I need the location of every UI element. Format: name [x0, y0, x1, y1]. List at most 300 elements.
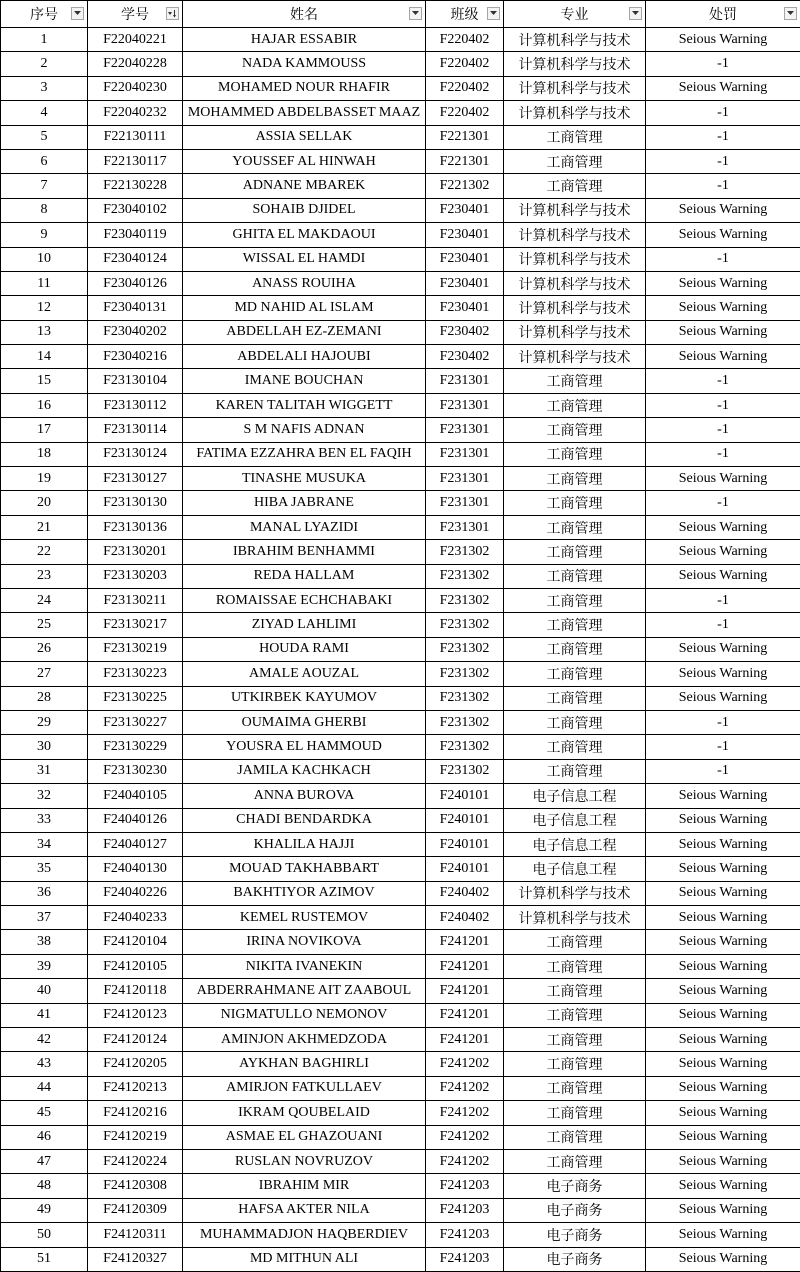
cell-penalty[interactable]: Seious Warning	[646, 467, 800, 491]
cell-class[interactable]: F221301	[426, 125, 504, 149]
cell-student-id[interactable]: F24040226	[88, 881, 183, 905]
cell-penalty[interactable]: Seious Warning	[646, 1003, 800, 1027]
cell-student-name[interactable]: WISSAL EL HAMDI	[183, 247, 426, 271]
cell-student-name[interactable]: HAJAR ESSABIR	[183, 28, 426, 52]
cell-penalty[interactable]: Seious Warning	[646, 76, 800, 100]
cell-student-id[interactable]: F24120118	[88, 979, 183, 1003]
cell-student-id[interactable]: F22040230	[88, 76, 183, 100]
cell-student-name[interactable]: NIKITA IVANEKIN	[183, 954, 426, 978]
cell-major[interactable]: 工商管理	[504, 1052, 646, 1076]
cell-penalty[interactable]: Seious Warning	[646, 28, 800, 52]
cell-penalty[interactable]: -1	[646, 369, 800, 393]
cell-student-name[interactable]: MOHAMED NOUR RHAFIR	[183, 76, 426, 100]
cell-class[interactable]: F241201	[426, 979, 504, 1003]
cell-major[interactable]: 工商管理	[504, 1149, 646, 1173]
cell-student-id[interactable]: F23130219	[88, 637, 183, 661]
cell-student-name[interactable]: MANAL LYAZIDI	[183, 515, 426, 539]
cell-seq-no[interactable]: 20	[1, 491, 88, 515]
cell-seq-no[interactable]: 18	[1, 442, 88, 466]
cell-student-name[interactable]: ANNA BUROVA	[183, 784, 426, 808]
cell-class[interactable]: F231301	[426, 393, 504, 417]
cell-student-id[interactable]: F24040127	[88, 832, 183, 856]
cell-penalty[interactable]: Seious Warning	[646, 954, 800, 978]
cell-student-name[interactable]: ROMAISSAE ECHCHABAKI	[183, 588, 426, 612]
cell-class[interactable]: F231302	[426, 735, 504, 759]
cell-seq-no[interactable]: 13	[1, 320, 88, 344]
cell-class[interactable]: F230401	[426, 296, 504, 320]
cell-major[interactable]: 计算机科学与技术	[504, 52, 646, 76]
cell-student-name[interactable]: RUSLAN NOVRUZOV	[183, 1149, 426, 1173]
cell-class[interactable]: F230401	[426, 198, 504, 222]
cell-student-id[interactable]: F23130225	[88, 686, 183, 710]
cell-major[interactable]: 计算机科学与技术	[504, 320, 646, 344]
cell-class[interactable]: F241202	[426, 1125, 504, 1149]
cell-seq-no[interactable]: 30	[1, 735, 88, 759]
cell-penalty[interactable]: -1	[646, 735, 800, 759]
cell-seq-no[interactable]: 39	[1, 954, 88, 978]
cell-seq-no[interactable]: 24	[1, 588, 88, 612]
cell-penalty[interactable]: Seious Warning	[646, 637, 800, 661]
cell-student-name[interactable]: NIGMATULLO NEMONOV	[183, 1003, 426, 1027]
cell-student-id[interactable]: F24040105	[88, 784, 183, 808]
cell-student-id[interactable]: F23130124	[88, 442, 183, 466]
cell-major[interactable]: 工商管理	[504, 369, 646, 393]
cell-student-id[interactable]: F24120309	[88, 1198, 183, 1222]
cell-student-id[interactable]: F23130229	[88, 735, 183, 759]
cell-major[interactable]: 工商管理	[504, 540, 646, 564]
cell-penalty[interactable]: Seious Warning	[646, 906, 800, 930]
cell-student-name[interactable]: KHALILA HAJJI	[183, 832, 426, 856]
cell-seq-no[interactable]: 10	[1, 247, 88, 271]
cell-major[interactable]: 计算机科学与技术	[504, 198, 646, 222]
cell-penalty[interactable]: -1	[646, 588, 800, 612]
cell-student-id[interactable]: F23040124	[88, 247, 183, 271]
cell-seq-no[interactable]: 36	[1, 881, 88, 905]
cell-class[interactable]: F240101	[426, 808, 504, 832]
filter-dropdown-icon[interactable]	[409, 7, 422, 20]
sort-filter-icon[interactable]	[166, 7, 179, 20]
cell-class[interactable]: F231301	[426, 515, 504, 539]
cell-penalty[interactable]: Seious Warning	[646, 540, 800, 564]
cell-penalty[interactable]: Seious Warning	[646, 320, 800, 344]
cell-class[interactable]: F230401	[426, 223, 504, 247]
cell-class[interactable]: F220402	[426, 28, 504, 52]
cell-student-name[interactable]: MD NAHID AL ISLAM	[183, 296, 426, 320]
cell-penalty[interactable]: -1	[646, 613, 800, 637]
cell-student-name[interactable]: HIBA JABRANE	[183, 491, 426, 515]
cell-major[interactable]: 工商管理	[504, 1076, 646, 1100]
cell-student-name[interactable]: HAFSA AKTER NILA	[183, 1198, 426, 1222]
cell-penalty[interactable]: Seious Warning	[646, 662, 800, 686]
cell-student-id[interactable]: F24040233	[88, 906, 183, 930]
column-header-student-name[interactable]	[183, 1, 426, 28]
cell-seq-no[interactable]: 45	[1, 1101, 88, 1125]
cell-student-id[interactable]: F23130217	[88, 613, 183, 637]
cell-class[interactable]: F240101	[426, 784, 504, 808]
cell-seq-no[interactable]: 32	[1, 784, 88, 808]
cell-penalty[interactable]: -1	[646, 759, 800, 783]
cell-seq-no[interactable]: 5	[1, 125, 88, 149]
cell-major[interactable]: 工商管理	[504, 1101, 646, 1125]
cell-class[interactable]: F241202	[426, 1076, 504, 1100]
cell-penalty[interactable]: Seious Warning	[646, 1247, 800, 1271]
cell-class[interactable]: F221301	[426, 149, 504, 173]
cell-class[interactable]: F231302	[426, 662, 504, 686]
cell-penalty[interactable]: Seious Warning	[646, 808, 800, 832]
cell-class[interactable]: F231302	[426, 540, 504, 564]
cell-major[interactable]: 工商管理	[504, 662, 646, 686]
cell-seq-no[interactable]: 3	[1, 76, 88, 100]
cell-student-name[interactable]: IBRAHIM BENHAMMI	[183, 540, 426, 564]
cell-major[interactable]: 工商管理	[504, 1028, 646, 1052]
cell-student-name[interactable]: FATIMA EZZAHRA BEN EL FAQIH	[183, 442, 426, 466]
cell-class[interactable]: F231302	[426, 759, 504, 783]
cell-student-name[interactable]: MOHAMMED ABDELBASSET MAAZ	[183, 101, 426, 125]
cell-student-name[interactable]: SOHAIB DJIDEL	[183, 198, 426, 222]
cell-student-name[interactable]: IKRAM QOUBELAID	[183, 1101, 426, 1125]
cell-student-id[interactable]: F24120327	[88, 1247, 183, 1271]
cell-seq-no[interactable]: 37	[1, 906, 88, 930]
cell-seq-no[interactable]: 1	[1, 28, 88, 52]
cell-penalty[interactable]: Seious Warning	[646, 930, 800, 954]
cell-seq-no[interactable]: 26	[1, 637, 88, 661]
cell-seq-no[interactable]: 40	[1, 979, 88, 1003]
cell-class[interactable]: F230401	[426, 271, 504, 295]
cell-major[interactable]: 工商管理	[504, 491, 646, 515]
filter-dropdown-icon[interactable]	[784, 7, 797, 20]
cell-student-name[interactable]: CHADI BENDARDKA	[183, 808, 426, 832]
cell-student-id[interactable]: F22040232	[88, 101, 183, 125]
cell-student-name[interactable]: ANASS ROUIHA	[183, 271, 426, 295]
cell-student-name[interactable]: ABDELALI HAJOUBI	[183, 345, 426, 369]
cell-seq-no[interactable]: 22	[1, 540, 88, 564]
cell-student-name[interactable]: AMALE AOUZAL	[183, 662, 426, 686]
cell-class[interactable]: F240101	[426, 832, 504, 856]
cell-major[interactable]: 工商管理	[504, 1125, 646, 1149]
cell-student-name[interactable]: HOUDA RAMI	[183, 637, 426, 661]
cell-class[interactable]: F231302	[426, 686, 504, 710]
cell-penalty[interactable]: Seious Warning	[646, 1028, 800, 1052]
cell-class[interactable]: F231302	[426, 710, 504, 734]
cell-student-name[interactable]: OUMAIMA GHERBI	[183, 710, 426, 734]
cell-major[interactable]: 工商管理	[504, 174, 646, 198]
cell-penalty[interactable]: Seious Warning	[646, 296, 800, 320]
cell-class[interactable]: F220402	[426, 76, 504, 100]
cell-major[interactable]: 电子商务	[504, 1247, 646, 1271]
cell-class[interactable]: F241203	[426, 1247, 504, 1271]
cell-class[interactable]: F231302	[426, 613, 504, 637]
cell-seq-no[interactable]: 15	[1, 369, 88, 393]
cell-student-id[interactable]: F24120105	[88, 954, 183, 978]
cell-student-name[interactable]: UTKIRBEK KAYUMOV	[183, 686, 426, 710]
cell-seq-no[interactable]: 8	[1, 198, 88, 222]
cell-penalty[interactable]: Seious Warning	[646, 857, 800, 881]
cell-major[interactable]: 工商管理	[504, 930, 646, 954]
cell-student-id[interactable]: F24120216	[88, 1101, 183, 1125]
cell-student-name[interactable]: ZIYAD LAHLIMI	[183, 613, 426, 637]
cell-penalty[interactable]: -1	[646, 418, 800, 442]
cell-penalty[interactable]: -1	[646, 125, 800, 149]
cell-major[interactable]: 电子信息工程	[504, 832, 646, 856]
cell-major[interactable]: 工商管理	[504, 954, 646, 978]
cell-student-name[interactable]: ADNANE MBAREK	[183, 174, 426, 198]
cell-major[interactable]: 计算机科学与技术	[504, 881, 646, 905]
cell-student-name[interactable]: JAMILA KACHKACH	[183, 759, 426, 783]
cell-student-name[interactable]: NADA KAMMOUSS	[183, 52, 426, 76]
cell-major[interactable]: 工商管理	[504, 735, 646, 759]
cell-seq-no[interactable]: 49	[1, 1198, 88, 1222]
cell-penalty[interactable]: Seious Warning	[646, 345, 800, 369]
cell-class[interactable]: F231301	[426, 442, 504, 466]
cell-seq-no[interactable]: 47	[1, 1149, 88, 1173]
cell-penalty[interactable]: Seious Warning	[646, 979, 800, 1003]
cell-seq-no[interactable]: 31	[1, 759, 88, 783]
cell-student-id[interactable]: F23130136	[88, 515, 183, 539]
cell-student-name[interactable]: IBRAHIM MIR	[183, 1174, 426, 1198]
cell-student-name[interactable]: ASSIA SELLAK	[183, 125, 426, 149]
column-header-penalty[interactable]	[646, 1, 800, 28]
cell-class[interactable]: F220402	[426, 101, 504, 125]
cell-student-id[interactable]: F22040228	[88, 52, 183, 76]
cell-major[interactable]: 工商管理	[504, 564, 646, 588]
cell-penalty[interactable]: -1	[646, 52, 800, 76]
cell-student-id[interactable]: F24120123	[88, 1003, 183, 1027]
cell-penalty[interactable]: -1	[646, 710, 800, 734]
cell-student-name[interactable]: AYKHAN BAGHIRLI	[183, 1052, 426, 1076]
cell-seq-no[interactable]: 2	[1, 52, 88, 76]
cell-major[interactable]: 计算机科学与技术	[504, 247, 646, 271]
cell-class[interactable]: F241203	[426, 1223, 504, 1247]
cell-seq-no[interactable]: 6	[1, 149, 88, 173]
cell-student-id[interactable]: F23040131	[88, 296, 183, 320]
cell-seq-no[interactable]: 7	[1, 174, 88, 198]
cell-student-id[interactable]: F24120124	[88, 1028, 183, 1052]
cell-student-id[interactable]: F22130117	[88, 149, 183, 173]
cell-major[interactable]: 工商管理	[504, 613, 646, 637]
cell-student-name[interactable]: MOUAD TAKHABBART	[183, 857, 426, 881]
cell-penalty[interactable]: Seious Warning	[646, 515, 800, 539]
cell-penalty[interactable]: Seious Warning	[646, 271, 800, 295]
cell-student-id[interactable]: F24120205	[88, 1052, 183, 1076]
cell-seq-no[interactable]: 35	[1, 857, 88, 881]
cell-class[interactable]: F231302	[426, 637, 504, 661]
cell-class[interactable]: F240101	[426, 857, 504, 881]
cell-seq-no[interactable]: 44	[1, 1076, 88, 1100]
cell-major[interactable]: 工商管理	[504, 588, 646, 612]
cell-class[interactable]: F230402	[426, 320, 504, 344]
cell-student-id[interactable]: F22130111	[88, 125, 183, 149]
cell-class[interactable]: F241202	[426, 1149, 504, 1173]
cell-class[interactable]: F241201	[426, 954, 504, 978]
cell-penalty[interactable]: Seious Warning	[646, 223, 800, 247]
cell-penalty[interactable]: -1	[646, 174, 800, 198]
column-header-major[interactable]	[504, 1, 646, 28]
cell-student-name[interactable]: IMANE BOUCHAN	[183, 369, 426, 393]
cell-major[interactable]: 工商管理	[504, 1003, 646, 1027]
cell-student-id[interactable]: F22040221	[88, 28, 183, 52]
cell-seq-no[interactable]: 23	[1, 564, 88, 588]
cell-seq-no[interactable]: 4	[1, 101, 88, 125]
cell-class[interactable]: F241201	[426, 1003, 504, 1027]
cell-seq-no[interactable]: 16	[1, 393, 88, 417]
cell-seq-no[interactable]: 33	[1, 808, 88, 832]
cell-seq-no[interactable]: 27	[1, 662, 88, 686]
cell-penalty[interactable]: Seious Warning	[646, 1052, 800, 1076]
cell-seq-no[interactable]: 51	[1, 1247, 88, 1271]
cell-class[interactable]: F231302	[426, 588, 504, 612]
filter-dropdown-icon[interactable]	[71, 7, 84, 20]
cell-student-name[interactable]: MD MITHUN ALI	[183, 1247, 426, 1271]
cell-major[interactable]: 计算机科学与技术	[504, 271, 646, 295]
cell-penalty[interactable]: Seious Warning	[646, 1223, 800, 1247]
cell-seq-no[interactable]: 34	[1, 832, 88, 856]
cell-student-name[interactable]: KEMEL RUSTEMOV	[183, 906, 426, 930]
cell-major[interactable]: 工商管理	[504, 686, 646, 710]
cell-major[interactable]: 计算机科学与技术	[504, 223, 646, 247]
cell-student-name[interactable]: YOUSRA EL HAMMOUD	[183, 735, 426, 759]
cell-student-id[interactable]: F23130127	[88, 467, 183, 491]
cell-major[interactable]: 电子商务	[504, 1223, 646, 1247]
cell-major[interactable]: 计算机科学与技术	[504, 296, 646, 320]
cell-seq-no[interactable]: 21	[1, 515, 88, 539]
column-header-class[interactable]	[426, 1, 504, 28]
cell-student-id[interactable]: F23040126	[88, 271, 183, 295]
cell-class[interactable]: F241202	[426, 1101, 504, 1125]
cell-student-name[interactable]: GHITA EL MAKDAOUI	[183, 223, 426, 247]
cell-major[interactable]: 工商管理	[504, 979, 646, 1003]
cell-penalty[interactable]: Seious Warning	[646, 1149, 800, 1173]
cell-penalty[interactable]: Seious Warning	[646, 1101, 800, 1125]
cell-student-name[interactable]: TINASHE MUSUKA	[183, 467, 426, 491]
cell-seq-no[interactable]: 42	[1, 1028, 88, 1052]
cell-student-name[interactable]: S M NAFIS ADNAN	[183, 418, 426, 442]
cell-student-id[interactable]: F23040102	[88, 198, 183, 222]
cell-seq-no[interactable]: 38	[1, 930, 88, 954]
cell-student-id[interactable]: F23130203	[88, 564, 183, 588]
cell-penalty[interactable]: -1	[646, 247, 800, 271]
cell-penalty[interactable]: Seious Warning	[646, 686, 800, 710]
cell-student-id[interactable]: F24120213	[88, 1076, 183, 1100]
cell-student-id[interactable]: F24040130	[88, 857, 183, 881]
column-header-student-id[interactable]	[88, 1, 183, 28]
cell-seq-no[interactable]: 12	[1, 296, 88, 320]
cell-major[interactable]: 计算机科学与技术	[504, 906, 646, 930]
cell-student-id[interactable]: F23130201	[88, 540, 183, 564]
cell-class[interactable]: F241201	[426, 1028, 504, 1052]
cell-major[interactable]: 计算机科学与技术	[504, 345, 646, 369]
cell-major[interactable]: 计算机科学与技术	[504, 28, 646, 52]
cell-major[interactable]: 工商管理	[504, 637, 646, 661]
cell-seq-no[interactable]: 41	[1, 1003, 88, 1027]
cell-student-name[interactable]: YOUSSEF AL HINWAH	[183, 149, 426, 173]
cell-penalty[interactable]: Seious Warning	[646, 1174, 800, 1198]
cell-class[interactable]: F241202	[426, 1052, 504, 1076]
cell-student-id[interactable]: F23130223	[88, 662, 183, 686]
cell-student-id[interactable]: F23130230	[88, 759, 183, 783]
cell-class[interactable]: F220402	[426, 52, 504, 76]
cell-penalty[interactable]: Seious Warning	[646, 1076, 800, 1100]
cell-student-id[interactable]: F23040202	[88, 320, 183, 344]
cell-seq-no[interactable]: 11	[1, 271, 88, 295]
cell-class[interactable]: F231301	[426, 418, 504, 442]
cell-student-id[interactable]: F23130104	[88, 369, 183, 393]
cell-student-id[interactable]: F23130211	[88, 588, 183, 612]
cell-student-name[interactable]: BAKHTIYOR AZIMOV	[183, 881, 426, 905]
cell-class[interactable]: F241203	[426, 1198, 504, 1222]
cell-class[interactable]: F240402	[426, 881, 504, 905]
cell-penalty[interactable]: Seious Warning	[646, 832, 800, 856]
cell-class[interactable]: F221302	[426, 174, 504, 198]
cell-student-id[interactable]: F23130130	[88, 491, 183, 515]
cell-major[interactable]: 电子信息工程	[504, 808, 646, 832]
cell-seq-no[interactable]: 46	[1, 1125, 88, 1149]
cell-seq-no[interactable]: 19	[1, 467, 88, 491]
cell-class[interactable]: F231301	[426, 467, 504, 491]
cell-student-id[interactable]: F23040119	[88, 223, 183, 247]
cell-class[interactable]: F231301	[426, 491, 504, 515]
cell-major[interactable]: 工商管理	[504, 393, 646, 417]
cell-seq-no[interactable]: 29	[1, 710, 88, 734]
cell-seq-no[interactable]: 50	[1, 1223, 88, 1247]
cell-penalty[interactable]: Seious Warning	[646, 1125, 800, 1149]
cell-class[interactable]: F240402	[426, 906, 504, 930]
cell-class[interactable]: F231301	[426, 369, 504, 393]
cell-student-name[interactable]: AMINJON AKHMEDZODA	[183, 1028, 426, 1052]
cell-class[interactable]: F241203	[426, 1174, 504, 1198]
cell-penalty[interactable]: -1	[646, 442, 800, 466]
cell-major[interactable]: 电子商务	[504, 1198, 646, 1222]
cell-student-id[interactable]: F23040216	[88, 345, 183, 369]
cell-seq-no[interactable]: 28	[1, 686, 88, 710]
cell-major[interactable]: 电子信息工程	[504, 857, 646, 881]
cell-student-id[interactable]: F24120104	[88, 930, 183, 954]
cell-penalty[interactable]: -1	[646, 101, 800, 125]
cell-seq-no[interactable]: 25	[1, 613, 88, 637]
cell-major[interactable]: 工商管理	[504, 418, 646, 442]
cell-student-id[interactable]: F24040126	[88, 808, 183, 832]
cell-student-id[interactable]: F23130227	[88, 710, 183, 734]
cell-penalty[interactable]: -1	[646, 491, 800, 515]
cell-major[interactable]: 工商管理	[504, 467, 646, 491]
cell-major[interactable]: 电子信息工程	[504, 784, 646, 808]
cell-student-id[interactable]: F22130228	[88, 174, 183, 198]
cell-student-id[interactable]: F24120311	[88, 1223, 183, 1247]
cell-seq-no[interactable]: 48	[1, 1174, 88, 1198]
column-header-seq-no[interactable]	[1, 1, 88, 28]
cell-student-name[interactable]: AMIRJON FATKULLAEV	[183, 1076, 426, 1100]
cell-major[interactable]: 工商管理	[504, 442, 646, 466]
cell-class[interactable]: F241201	[426, 930, 504, 954]
cell-seq-no[interactable]: 9	[1, 223, 88, 247]
cell-seq-no[interactable]: 17	[1, 418, 88, 442]
cell-seq-no[interactable]: 14	[1, 345, 88, 369]
cell-class[interactable]: F230401	[426, 247, 504, 271]
cell-penalty[interactable]: Seious Warning	[646, 564, 800, 588]
cell-penalty[interactable]: Seious Warning	[646, 1198, 800, 1222]
cell-penalty[interactable]: -1	[646, 149, 800, 173]
cell-student-name[interactable]: ABDERRAHMANE AIT ZAABOUL	[183, 979, 426, 1003]
cell-major[interactable]: 工商管理	[504, 515, 646, 539]
cell-major[interactable]: 计算机科学与技术	[504, 101, 646, 125]
cell-penalty[interactable]: Seious Warning	[646, 198, 800, 222]
cell-student-name[interactable]: MUHAMMADJON HAQBERDIEV	[183, 1223, 426, 1247]
cell-major[interactable]: 工商管理	[504, 125, 646, 149]
cell-student-name[interactable]: ABDELLAH EZ-ZEMANI	[183, 320, 426, 344]
cell-major[interactable]: 工商管理	[504, 759, 646, 783]
cell-student-name[interactable]: ASMAE EL GHAZOUANI	[183, 1125, 426, 1149]
cell-student-name[interactable]: IRINA NOVIKOVA	[183, 930, 426, 954]
cell-student-id[interactable]: F23130112	[88, 393, 183, 417]
